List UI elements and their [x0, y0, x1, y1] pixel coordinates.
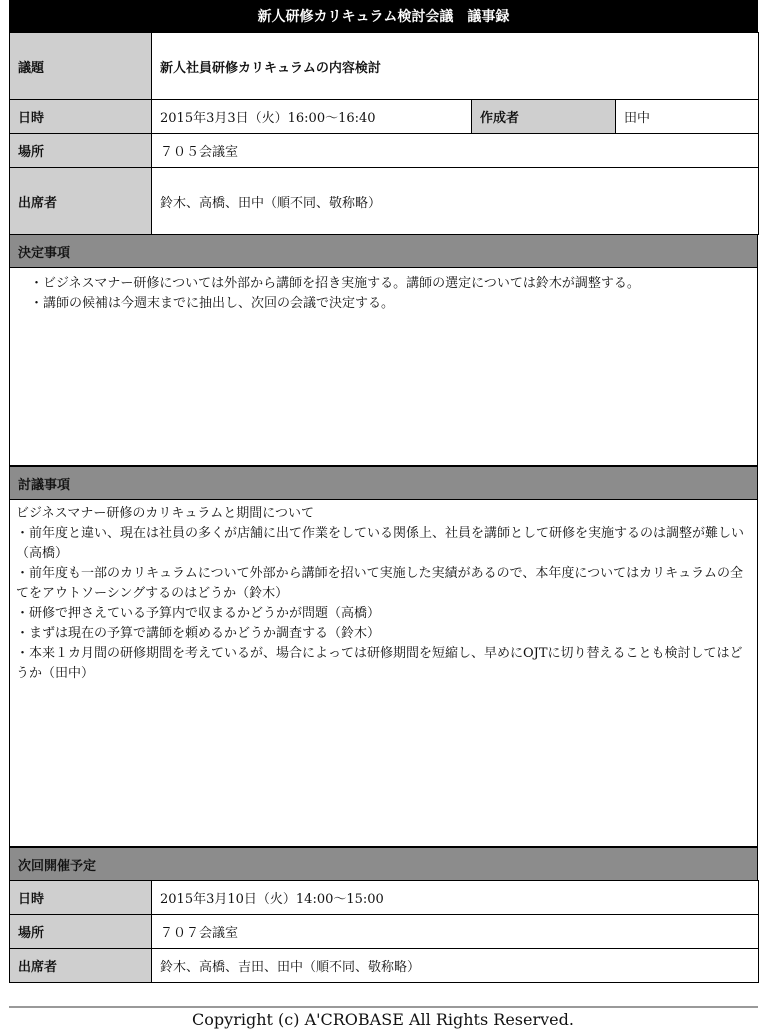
date-row — [10, 100, 759, 134]
copyright-footer: Copyright (c) A'CROBASE All Rights Reserved. — [192, 1010, 574, 1029]
next-attendees-label: 出席者 — [10, 949, 152, 983]
discussion-item: ・本来１カ月間の研修期間を考えているが、場合によっては研修期間を短縮し、早めにOJTに切り替えることも検討してはどうか（田中） — [16, 646, 743, 681]
discussion-item: ビジネスマナー研修のカリキュラムと期間について — [16, 506, 314, 521]
attendees-label: 出席者 — [10, 168, 152, 235]
author-value: 田中 — [616, 100, 759, 134]
agenda-row — [10, 33, 759, 100]
decisions-heading: 決定事項 — [9, 234, 758, 268]
author-label: 作成者 — [472, 100, 616, 134]
place-value: ７０５会議室 — [152, 134, 759, 168]
meeting-info-table — [9, 32, 759, 235]
discussion-item: ・前年度も一部のカリキュラムについて外部から講師を招いて実施した実績があるので、本年度についてはカリキュラムの全てをアウトソーシングするのはどうか（鈴木） — [16, 566, 743, 601]
next-date-value: 2015年3月10日（火）14:00〜15:00 — [152, 881, 759, 915]
decisions-body — [9, 268, 758, 466]
discussion-body — [9, 500, 758, 847]
next-date-row — [10, 881, 759, 915]
discussion-item: ・まずは現在の予算で講師を頼めるかどうか調査する（鈴木） — [16, 626, 381, 641]
agenda-value: 新人社員研修カリキュラムの内容検討 — [152, 33, 759, 100]
next-meeting-table — [9, 880, 759, 983]
date-label: 日時 — [10, 100, 152, 134]
date-value: 2015年3月3日（火）16:00〜16:40 — [152, 100, 472, 134]
discussion-item: ・前年度と違い、現在は社員の多くが店舗に出て作業をしている関係上、社員を講師として研修を実施するのは調整が難しい（高橋） — [16, 526, 745, 561]
next-place-value: ７０７会議室 — [152, 915, 759, 949]
discussion-item: ・研修で押さえている予算内で収まるかどうかが問題（高橋） — [16, 606, 381, 621]
next-attendees-row — [10, 949, 759, 983]
place-row — [10, 134, 759, 168]
document-title: 新人研修カリキュラム検討会議 議事録 — [9, 0, 758, 32]
attendees-row — [10, 168, 759, 235]
footer-divider — [9, 1006, 758, 1008]
discussion-heading: 討議事項 — [9, 466, 758, 500]
decision-item: ・ビジネスマナー研修については外部から講師を招き実施する。講師の選定については鈴木が調整する。 — [30, 276, 640, 291]
next-meeting-heading: 次回開催予定 — [9, 847, 758, 881]
agenda-label: 議題 — [10, 33, 152, 100]
next-place-label: 場所 — [10, 915, 152, 949]
next-attendees-value: 鈴木、高橋、吉田、田中（順不同、敬称略） — [152, 949, 759, 983]
decision-item: ・講師の候補は今週末までに抽出し、次回の会議で決定する。 — [30, 296, 395, 311]
place-label: 場所 — [10, 134, 152, 168]
next-place-row — [10, 915, 759, 949]
attendees-value: 鈴木、高橋、田中（順不同、敬称略） — [152, 168, 759, 235]
next-date-label: 日時 — [10, 881, 152, 915]
